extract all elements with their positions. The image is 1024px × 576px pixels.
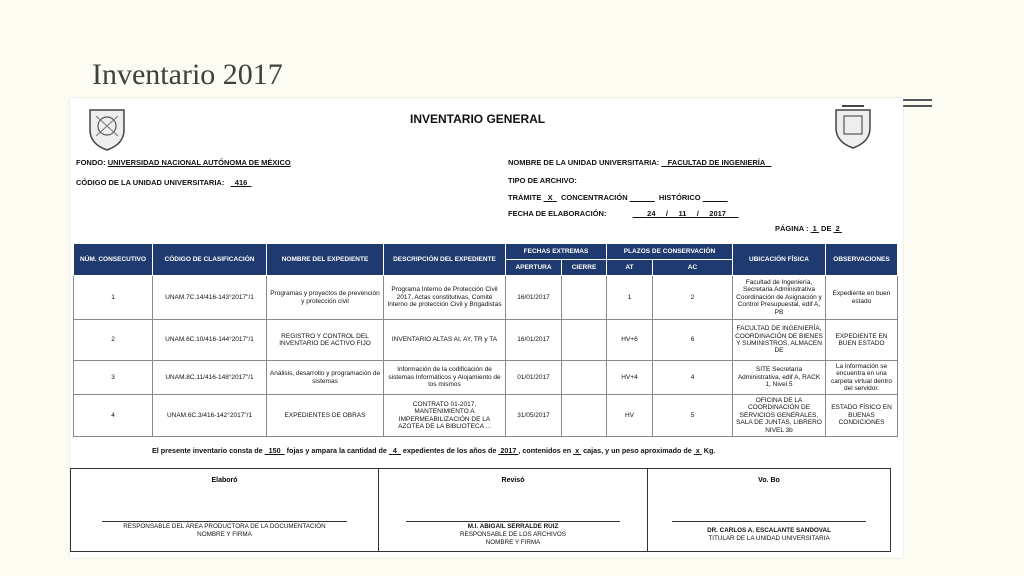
cell-codigo: UNAM.8C.11/416-148°2017"/1: [153, 361, 267, 395]
cell-codigo: UNAM.7C.14/416-143°2017"/1: [153, 276, 267, 320]
decorative-lines: [902, 99, 932, 111]
cell-ubicacion: Facultad de Ingeniería, Secretaria Administrativa Coordinación de Asignación y Control Presupuestal, edif A, PB: [733, 276, 826, 320]
tipo-archivo-field: TIPO DE ARCHIVO:: [508, 176, 577, 185]
cell-codigo: UNAM.6C.3/416-142°2017"/1: [153, 395, 267, 437]
cell-apertura: 16/01/2017: [506, 276, 562, 320]
cell-observaciones: Expediente en buen estado: [826, 276, 898, 320]
unam-crest-icon: [82, 104, 132, 152]
header-cierre: CIERRE: [562, 260, 607, 276]
cell-apertura: 16/01/2017: [506, 320, 562, 361]
cell-ac: 6: [653, 320, 733, 361]
cell-num: 2: [74, 320, 153, 361]
header-plazos: PLAZOS DE CONSERVACIÓN: [607, 244, 733, 260]
cell-observaciones: EXPEDIENTE EN BUEN ESTADO: [826, 320, 898, 361]
ingenieria-crest-icon: [828, 102, 878, 150]
fondo-field: FONDO: UNIVERSIDAD NACIONAL AUTÓNOMA DE MÉXICO: [76, 158, 291, 167]
cell-apertura: 01/01/2017: [506, 361, 562, 395]
cell-num: 4: [74, 395, 153, 437]
slide-title: Inventario 2017: [92, 58, 283, 91]
header-fechas: FECHAS EXTREMAS: [506, 244, 607, 260]
header-descripcion: DESCRIPCIÓN DEL EXPEDIENTE: [384, 244, 506, 276]
cell-nombre: Programas y proyectos de prevención y protección civil: [267, 276, 384, 320]
table-row: [74, 361, 898, 395]
signature-reviso: Revisó M.I. ABIGAIL SERRALDE RUIZ RESPONSABLE DE LOS ARCHIVOS NOMBRE Y FIRMA: [378, 468, 648, 552]
cell-nombre: REGISTRO Y CONTROL DEL INVENTARIO DE ACTIVO FIJO: [267, 320, 384, 361]
document-title: INVENTARIO GENERAL: [410, 112, 546, 126]
table-row: [74, 276, 898, 320]
cell-at: HV+6: [607, 320, 653, 361]
cell-cierre: [562, 320, 607, 361]
signature-vobo: Vo. Bo DR. CARLOS A. ESCALANTE SANDOVAL TITULAR DE LA UNIDAD UNIVERSITARIA: [647, 468, 891, 552]
cell-descripcion: CONTRATO 01-2017, MANTENIMIENTO A IMPERMEABILIZACIÓN DE LA AZOTEA DE LA BIBLIOTECA ...: [384, 395, 506, 437]
table-row: [74, 395, 898, 437]
cell-observaciones: ESTADO FÍSICO EN BUENAS CONDICIONES: [826, 395, 898, 437]
header-apertura: APERTURA: [506, 260, 562, 276]
unidad-field: NOMBRE DE LA UNIDAD UNIVERSITARIA: FACULTAD DE INGENIERÍA: [508, 158, 766, 167]
cell-at: 1: [607, 276, 653, 320]
cell-nombre: EXPEDIENTES DE OBRAS: [267, 395, 384, 437]
cell-ubicacion: FACULTAD DE INGENIERÍA, COORDINACIÓN DE BIENES Y SUMINISTROS, ALMACEN DE: [733, 320, 826, 361]
header-at: AT: [607, 260, 653, 276]
inventory-document: [70, 98, 903, 558]
codigo-field: CÓDIGO DE LA UNIDAD UNIVERSITARIA: 416: [76, 178, 248, 187]
cell-ac: 4: [653, 361, 733, 395]
inventory-table: [73, 243, 898, 437]
cell-ubicacion: SITE Secretaría Administrativa, edif A, RACK 1, Nivel 5: [733, 361, 826, 395]
cell-num: 3: [74, 361, 153, 395]
cell-descripcion: Programa Interno de Protección Civil 2017, Actas constitutivas, Comité Interno de protección Civil y Brigadistas: [384, 276, 506, 320]
cell-ac: 5: [653, 395, 733, 437]
cell-cierre: [562, 276, 607, 320]
cell-at: HV+4: [607, 361, 653, 395]
table-row: [74, 320, 898, 361]
cell-descripcion: INVENTARIO ALTAS AI, AY, TR y TA: [384, 320, 506, 361]
tramite-field: TRÁMITE X CONCENTRACIÓN HISTÓRICO: [508, 193, 701, 202]
header-nombre: NOMBRE DEL EXPEDIENTE: [267, 244, 384, 276]
cell-observaciones: La información se encuentra en una carpeta virtual dentro del servidor.: [826, 361, 898, 395]
summary-line: El presente inventario consta de 150 fojas y ampara la cantidad de 4 expedientes de los años de 2017 , contenidos en x cajas, y un peso aproximado de x Kg.: [152, 446, 716, 455]
cell-descripcion: Información de la codificación de sistemas Informáticos y Alojamiento de los mismos: [384, 361, 506, 395]
cell-nombre: Análisis, desarrollo y programación de sistemas: [267, 361, 384, 395]
signature-elaboro: Elaboró RESPONSABLE DEL ÁREA PRODUCTORA DE LA DOCUMENTACIÓN NOMBRE Y FIRMA: [70, 468, 379, 552]
header-ubicacion: UBICACIÓN FÍSICA: [733, 244, 826, 276]
cell-at: HV: [607, 395, 653, 437]
cell-codigo: UNAM.6C.10/416-144°2017"/1: [153, 320, 267, 361]
pagina-field: PÁGINA : 1 DE 2: [775, 224, 840, 233]
cell-cierre: [562, 361, 607, 395]
fecha-field: FECHA DE ELABORACIÓN: 24 / 11 / 2017: [508, 209, 726, 218]
header-codigo: CÓDIGO DE CLASIFICACIÓN: [153, 244, 267, 276]
cell-cierre: [562, 395, 607, 437]
header-ac: AC: [653, 260, 733, 276]
cell-ubicacion: OFICINA DE LA COORDINACIÓN DE SERVICIOS GENERALES, SALA DE JUNTAS, LIBRERO NIVEL 3b: [733, 395, 826, 437]
cell-apertura: 31/05/2017: [506, 395, 562, 437]
cell-num: 1: [74, 276, 153, 320]
cell-ac: 2: [653, 276, 733, 320]
header-observaciones: OBSERVACIONES: [826, 244, 898, 276]
header-num: NÚM. CONSECUTIVO: [74, 244, 153, 276]
